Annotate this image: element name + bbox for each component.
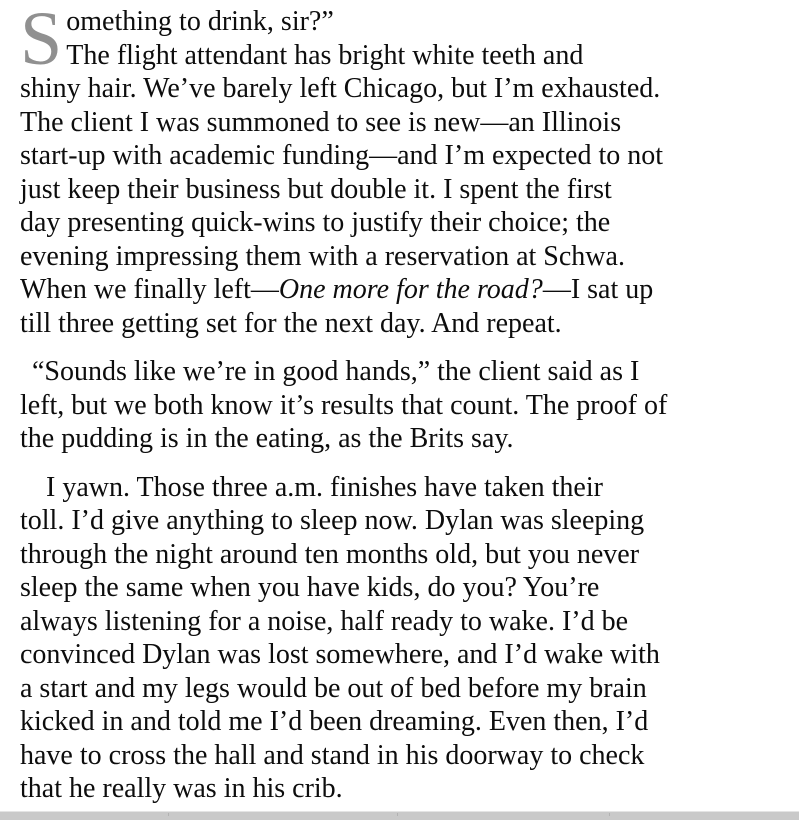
italic-phrase: One more for the road? [278, 274, 543, 305]
text-line [20, 672, 787, 706]
text-segment: toll. I’d give anything to sleep now. Dylan was sleeping [20, 505, 645, 536]
text-line [20, 173, 787, 207]
text-segment: kicked in and told me I’d been dreaming. Even then, I’d [20, 706, 649, 737]
text-line [20, 5, 787, 39]
text-line [20, 72, 787, 106]
text-segment: The flight attendant has bright white teeth and [66, 39, 584, 71]
text-line [20, 538, 787, 572]
text-segment: convinced Dylan was lost somewhere, and I’d wake with [20, 639, 660, 670]
text-segment: omething to drink, sir?” [66, 6, 334, 37]
cutoff-taskbar-edge[interactable] [0, 811, 799, 820]
paragraph-flight-attendant [20, 39, 787, 341]
text-segment: a start and my legs would be out of bed before my brain [20, 672, 647, 704]
paragraph-sounds-like-good-hands [20, 355, 787, 456]
taskbar-separator-tick [168, 813, 169, 816]
text-segment: left, but we both know it’s results that count. The proof of [20, 389, 668, 421]
text-segment: The client I was summoned to see is new—an Illinois [20, 106, 622, 138]
text-segment: evening impressing them with a reservation at Schwa. [20, 240, 625, 272]
text-segment: have to cross the hall and stand in his doorway to check [20, 739, 645, 771]
text-segment: just keep their business but double it. I spent the first [20, 173, 612, 205]
taskbar-separator-tick [609, 813, 610, 816]
text-segment: till three getting set for the next day. And repeat. [20, 307, 562, 339]
text-line [20, 307, 787, 341]
text-segment: When we finally left— [20, 274, 279, 305]
text-line [20, 206, 787, 240]
text-segment: “Sounds like we’re in good hands,” the client said as I [32, 356, 640, 387]
text-line [20, 139, 787, 173]
book-text [20, 0, 787, 806]
text-line [20, 389, 787, 423]
text-segment: I yawn. Those three a.m. finishes have taken their [46, 471, 603, 503]
dropcap-letter: S [20, 0, 63, 81]
text-line [20, 240, 787, 274]
text-segment: always listening for a noise, half ready to wake. I’d be [20, 605, 629, 637]
text-line [20, 638, 787, 672]
text-line [20, 39, 787, 73]
paragraph-i-yawn [20, 471, 787, 806]
taskbar-separator-tick [397, 813, 398, 816]
text-line [20, 471, 787, 505]
text-segment: day presenting quick-wins to justify their choice; the [20, 207, 611, 238]
text-line [20, 273, 787, 307]
text-line [20, 422, 787, 456]
text-segment: —I sat up [542, 274, 654, 305]
text-segment: that he really was in his crib. [20, 773, 343, 804]
text-line [20, 504, 787, 538]
text-line [20, 739, 787, 773]
text-line [20, 705, 787, 739]
text-segment: start-up with academic funding—and I’m expected to not [20, 140, 664, 171]
text-line [20, 772, 787, 806]
text-segment: shiny hair. We’ve barely left Chicago, but I’m exhausted. [20, 73, 661, 104]
paragraph-dialogue-something-to-drink [20, 5, 787, 39]
text-line [20, 106, 787, 140]
text-line [20, 355, 787, 389]
text-line [20, 605, 787, 639]
text-segment: through the night around ten months old, but you never [20, 538, 640, 570]
text-segment: sleep the same when you have kids, do you? You’re [20, 572, 600, 603]
text-line [20, 571, 787, 605]
text-segment: the pudding is in the eating, as the Brits say. [20, 423, 514, 454]
